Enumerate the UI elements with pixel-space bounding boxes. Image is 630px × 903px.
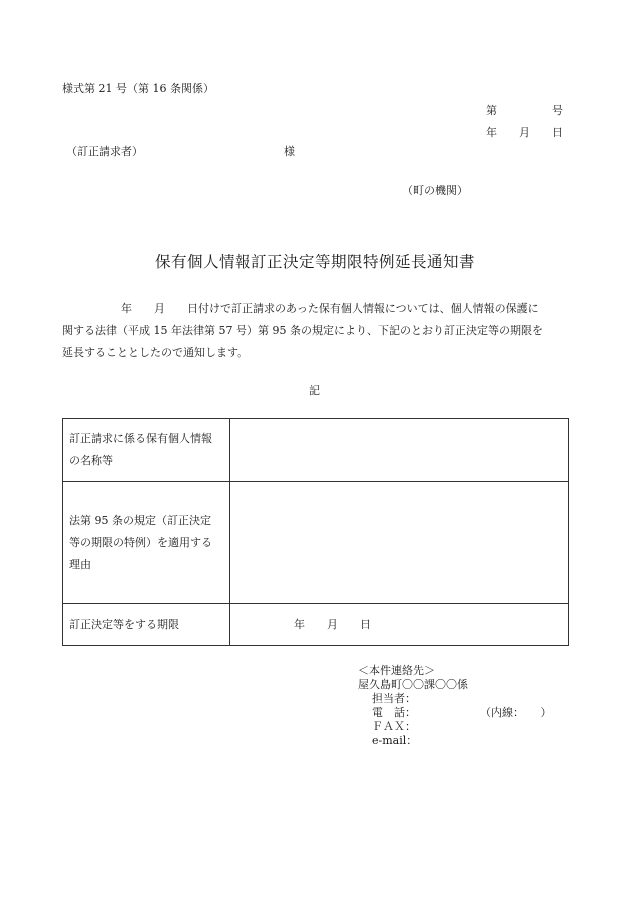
document-title: 保有個人情報訂正決定等期限特例延長通知書: [154, 253, 475, 271]
document-number: 第 号: [486, 104, 563, 117]
issuer-label: （町の機関）: [402, 184, 468, 197]
form-number: 様式第 21 号（第 16 条関係）: [62, 82, 214, 95]
details-table: [62, 418, 569, 646]
contact-phone: 電 話： （内線： ）: [372, 706, 552, 719]
body-line-1: 年 月 日付けで訂正請求のあった保有個人情報については、個人情報の保護に: [121, 302, 539, 315]
honorific: 様: [284, 145, 295, 158]
deadline-value: 年 月 日: [230, 604, 569, 646]
deadline-label: 訂正決定等をする期限: [63, 604, 230, 646]
addressee-label: （訂正請求者）: [66, 145, 143, 158]
contact-heading: ＜本件連絡先＞: [358, 664, 435, 677]
contact-fax: ＦＡＸ：: [372, 720, 416, 733]
contact-dept: 屋久島町〇〇課〇〇係: [358, 678, 468, 691]
contact-block: [358, 664, 552, 748]
contact-person: 担当者：: [372, 692, 416, 705]
reason-label: 法第 95 条の規定（訂正決定 等の期限の特例）を適用する 理由: [63, 482, 230, 604]
table-row: [63, 482, 569, 604]
table-row: [63, 604, 569, 646]
info-name-label: 訂正請求に係る保有個人情報 の名称等: [63, 419, 230, 482]
body-line-3: 延長することとしたので通知します。: [62, 346, 249, 359]
document-date: 年 月 日: [486, 126, 563, 139]
table-row: [63, 419, 569, 482]
ki-heading: 記: [309, 384, 320, 397]
contact-extension: （内線： ）: [480, 706, 552, 719]
body-line-2: 関する法律（平成 15 年法律第 57 号）第 95 条の規定により、下記のとおり訂正決定等の期限を: [62, 324, 543, 337]
reason-value: [230, 482, 569, 604]
contact-email: e-mail：: [372, 734, 418, 747]
info-name-value: [230, 419, 569, 482]
